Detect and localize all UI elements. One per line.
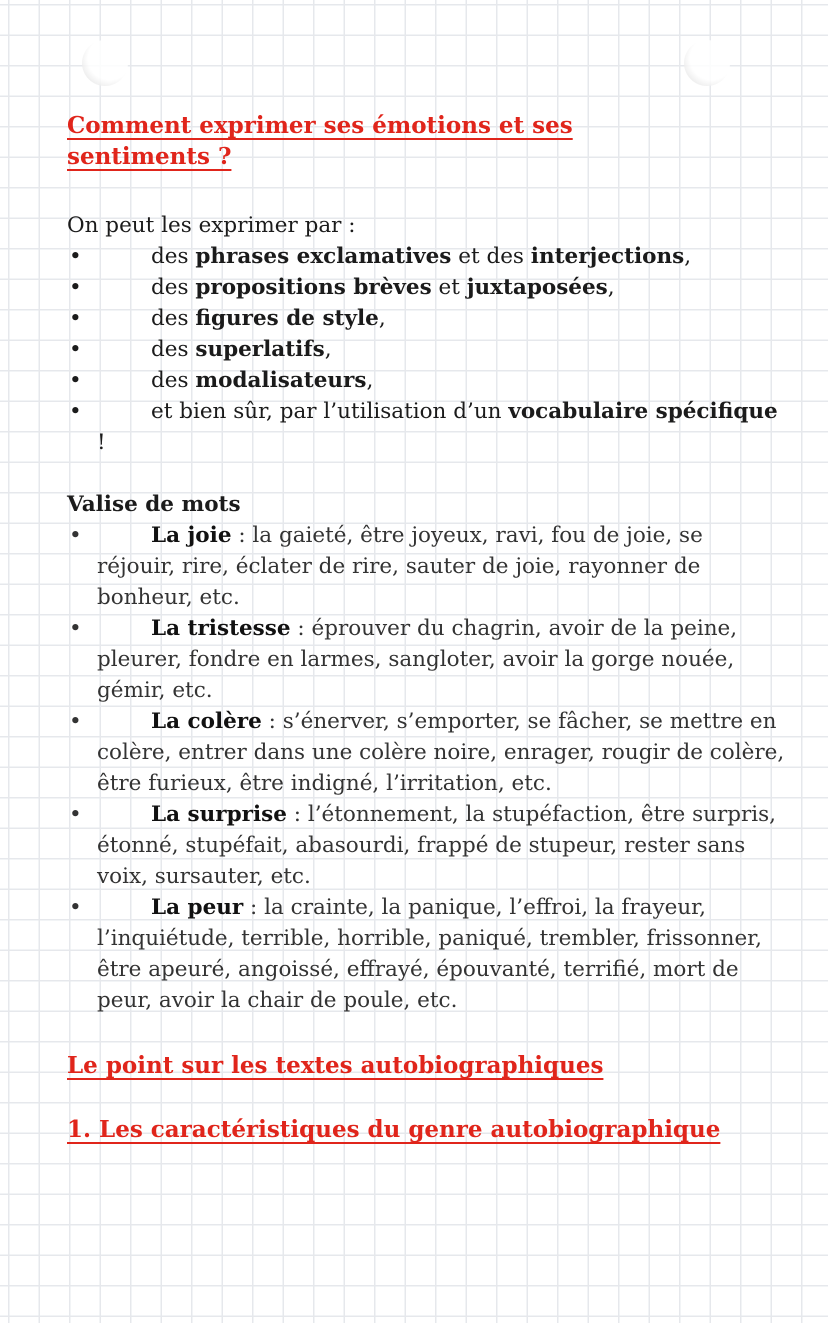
section-title-line2: sentiments ? [67, 143, 232, 170]
binder-hole-right [684, 40, 730, 86]
bullet-icon: • [69, 244, 82, 269]
bullet-icon: • [69, 523, 82, 548]
bullet-icon: • [69, 368, 82, 393]
emotion-term: La joie [151, 523, 232, 548]
list-item: • des modalisateurs, [67, 365, 787, 396]
emotion-desc: : s’énerver, s’emporter, se fâcher, se mettre en colère, entrer dans une colère noire, enrager, rougir de colère, être furieux, être indigné, l’irritation, etc. [97, 709, 785, 796]
list-item: • des superlatifs, [67, 334, 787, 365]
emotion-term: La tristesse [151, 616, 291, 641]
subsection-title-characteristics: 1. Les caractéristiques du genre autobiographique [67, 1116, 721, 1143]
binder-hole-left [82, 40, 128, 86]
emotion-desc: : éprouver du chagrin, avoir de la peine, pleurer, fondre en larmes, sangloter, avoir la gorge nouée, gémir, etc. [97, 616, 738, 703]
bullet-icon: • [69, 306, 82, 331]
bullet-icon: • [69, 895, 82, 920]
list-item [67, 892, 787, 1016]
emotion-term: La colère [151, 709, 262, 734]
list-item: • des phrases exclamatives et des interjections, [67, 241, 787, 272]
document-content [67, 110, 787, 1145]
bullet-icon: • [69, 337, 82, 362]
bullet-icon: • [69, 616, 82, 641]
section-title-emotions [67, 110, 787, 172]
list-item: • des propositions brèves et juxtaposées, [67, 272, 787, 303]
emotion-desc: : la gaieté, être joyeux, ravi, fou de joie, se réjouir, rire, éclater de rire, sauter de joie, rayonner de bonheur, etc. [97, 523, 703, 610]
list-item [67, 520, 787, 613]
bullet-icon: • [69, 275, 82, 300]
list-item [67, 799, 787, 892]
list-item [67, 613, 787, 706]
valise-title: Valise de mots [67, 492, 241, 517]
list-item: • des figures de style, [67, 303, 787, 334]
list-item [67, 706, 787, 799]
expression-list [67, 241, 787, 458]
valise-list [67, 520, 787, 1016]
bullet-icon: • [69, 802, 82, 827]
section-title-line1: Comment exprimer ses émotions et ses [67, 112, 573, 139]
emotion-term: La surprise [151, 802, 287, 827]
bullet-icon: • [69, 399, 82, 424]
bullet-icon: • [69, 709, 82, 734]
list-item: • et bien sûr, par l’utilisation d’un vocabulaire spécifique ! [67, 396, 787, 458]
intro-text: On peut les exprimer par : [67, 213, 356, 238]
section-title-autobiography: Le point sur les textes autobiographiques [67, 1052, 604, 1079]
emotion-term: La peur [151, 895, 244, 920]
emotion-desc: : la crainte, la panique, l’effroi, la frayeur, l’inquiétude, terrible, horrible, paniqué, trembler, frissonner, être apeuré, angoissé, effrayé, épouvanté, terrifié, mort de peur, avoir la chair de poule, etc. [97, 895, 762, 1013]
emotion-desc: : l’étonnement, la stupéfaction, être surpris, étonné, stupéfait, abasourdi, frappé de stupeur, rester sans voix, sursauter, etc. [97, 802, 777, 889]
